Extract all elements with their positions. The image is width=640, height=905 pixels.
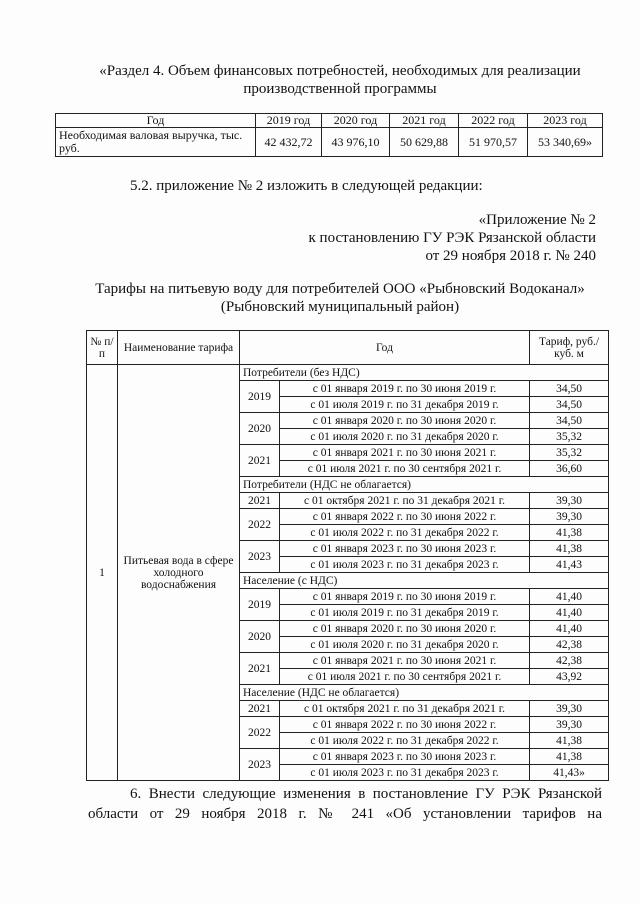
budget-header-2019: 2019 год — [256, 114, 322, 128]
tariff-value: 36,60 — [530, 461, 609, 477]
tariff-year: 2020 — [240, 413, 280, 445]
tariff-year: 2021 — [240, 493, 280, 509]
tariff-value: 39,30 — [530, 701, 609, 717]
tariff-name: Питьевая вода в сфере холодного водоснабжения — [118, 365, 240, 781]
tariff-period: с 01 июля 2023 г. по 31 декабря 2023 г. — [280, 557, 530, 573]
tariff-period: с 01 июля 2020 г. по 31 декабря 2020 г. — [280, 429, 530, 445]
budget-header-2022: 2022 год — [459, 114, 528, 128]
tariff-value: 41,40 — [530, 621, 609, 637]
tariff-value: 41,38 — [530, 541, 609, 557]
tariff-header-row — [87, 331, 609, 365]
tariff-period: с 01 января 2022 г. по 30 июня 2022 г. — [280, 717, 530, 733]
budget-value-2022: 51 970,57 — [459, 128, 528, 157]
tariff-year: 2019 — [240, 589, 280, 621]
tariff-period: с 01 июля 2022 г. по 31 декабря 2022 г. — [280, 525, 530, 541]
tariff-year: 2022 — [240, 717, 280, 749]
tariff-value: 35,32 — [530, 429, 609, 445]
budget-header-2021: 2021 год — [390, 114, 459, 128]
item-5-2: 5.2. приложение № 2 изложить в следующей редакции: — [130, 178, 483, 194]
tariff-period: с 01 июля 2019 г. по 31 декабря 2019 г. — [280, 397, 530, 413]
tariff-period: с 01 июля 2022 г. по 31 декабря 2022 г. — [280, 733, 530, 749]
tariff-value: 34,50 — [530, 413, 609, 429]
header-tariff: Тариф, руб./куб. м — [530, 331, 609, 365]
tariff-period: с 01 июля 2021 г. по 30 сентября 2021 г. — [280, 669, 530, 685]
budget-header-year: Год — [56, 114, 256, 128]
budget-value-2021: 50 629,88 — [390, 128, 459, 157]
tariff-period: с 01 января 2020 г. по 30 июня 2020 г. — [280, 413, 530, 429]
tariff-value: 41,43» — [530, 765, 609, 781]
tariff-period: с 01 июля 2021 г. по 30 сентября 2021 г. — [280, 461, 530, 477]
tariff-year: 2023 — [240, 541, 280, 573]
tariff-period: с 01 января 2023 г. по 30 июня 2023 г. — [280, 541, 530, 557]
tariff-period: с 01 октября 2021 г. по 31 декабря 2021 г. — [280, 493, 530, 509]
section-title: Потребители (НДС не облагается) — [240, 477, 609, 493]
tariff-value: 41,43 — [530, 557, 609, 573]
tariff-value: 34,50 — [530, 381, 609, 397]
row-number: 1 — [87, 365, 118, 781]
tariff-title-line2: (Рыбновский муниципальный район) — [220, 299, 460, 315]
budget-value-2019: 42 432,72 — [256, 128, 322, 157]
section-heading-line2: производственной программы — [243, 81, 437, 97]
tariff-year: 2021 — [240, 701, 280, 717]
section-title: Население (НДС не облагается) — [240, 685, 609, 701]
tariff-value: 39,30 — [530, 717, 609, 733]
header-num: № п/п — [87, 331, 118, 365]
budget-value-row — [56, 128, 603, 157]
appendix-line3: от 29 ноября 2018 г. № 240 — [425, 248, 596, 264]
appendix-line2: к постановлению ГУ РЭК Рязанской области — [308, 230, 596, 246]
header-name: Наименование тарифа — [118, 331, 240, 365]
budget-header-row — [56, 114, 603, 128]
tariff-period: с 01 января 2020 г. по 30 июня 2020 г. — [280, 621, 530, 637]
tariff-value: 41,38 — [530, 749, 609, 765]
tariff-year: 2021 — [240, 653, 280, 685]
tariff-table — [86, 330, 609, 781]
budget-row-label: Необходимая валовая выручка, тыс. руб. — [56, 128, 256, 157]
tariff-period: с 01 июля 2019 г. по 31 декабря 2019 г. — [280, 605, 530, 621]
budget-value-2023: 53 340,69» — [528, 128, 603, 157]
appendix-line1: «Приложение № 2 — [478, 212, 596, 228]
tariff-value: 41,40 — [530, 605, 609, 621]
tariff-value: 42,38 — [530, 653, 609, 669]
tariff-year: 2019 — [240, 381, 280, 413]
item-6-line2: области от 29 ноября 2018 г. № 241 «Об установлении тарифов на — [88, 806, 602, 822]
tariff-value: 41,38 — [530, 733, 609, 749]
tariff-title-line1: Тарифы на питьевую воду для потребителей ООО «Рыбновский Водоканал» — [95, 281, 585, 297]
tariff-period: с 01 июля 2020 г. по 31 декабря 2020 г. — [280, 637, 530, 653]
tariff-year: 2022 — [240, 509, 280, 541]
tariff-value: 39,30 — [530, 509, 609, 525]
tariff-value: 35,32 — [530, 445, 609, 461]
section-title: Население (с НДС) — [240, 573, 609, 589]
tariff-period: с 01 января 2022 г. по 30 июня 2022 г. — [280, 509, 530, 525]
section-heading-line1: «Раздел 4. Объем финансовых потребностей, необходимых для реализации — [99, 63, 581, 79]
item-6-line1: 6. Внести следующие изменения в постановление ГУ РЭК Рязанской — [130, 786, 602, 802]
tariff-value: 34,50 — [530, 397, 609, 413]
budget-value-2020: 43 976,10 — [322, 128, 390, 157]
tariff-year: 2023 — [240, 749, 280, 781]
tariff-value: 41,40 — [530, 589, 609, 605]
tariff-value: 41,38 — [530, 525, 609, 541]
tariff-period: с 01 января 2023 г. по 30 июня 2023 г. — [280, 749, 530, 765]
tariff-period: с 01 октября 2021 г. по 31 декабря 2021 г. — [280, 701, 530, 717]
tariff-value: 43,92 — [530, 669, 609, 685]
tariff-value: 42,38 — [530, 637, 609, 653]
tariff-period: с 01 января 2019 г. по 30 июня 2019 г. — [280, 381, 530, 397]
tariff-period: с 01 июля 2023 г. по 31 декабря 2023 г. — [280, 765, 530, 781]
tariff-period: с 01 января 2019 г. по 30 июня 2019 г. — [280, 589, 530, 605]
tariff-year: 2021 — [240, 445, 280, 477]
budget-table — [55, 113, 603, 157]
tariff-value: 39,30 — [530, 493, 609, 509]
tariff-period: с 01 января 2021 г. по 30 июня 2021 г. — [280, 445, 530, 461]
budget-header-2023: 2023 год — [528, 114, 603, 128]
budget-header-2020: 2020 год — [322, 114, 390, 128]
tariff-period: с 01 января 2021 г. по 30 июня 2021 г. — [280, 653, 530, 669]
section-title: Потребители (без НДС) — [240, 365, 609, 381]
header-year: Год — [240, 331, 530, 365]
tariff-section-row — [87, 365, 609, 381]
tariff-body — [87, 365, 609, 781]
tariff-year: 2020 — [240, 621, 280, 653]
